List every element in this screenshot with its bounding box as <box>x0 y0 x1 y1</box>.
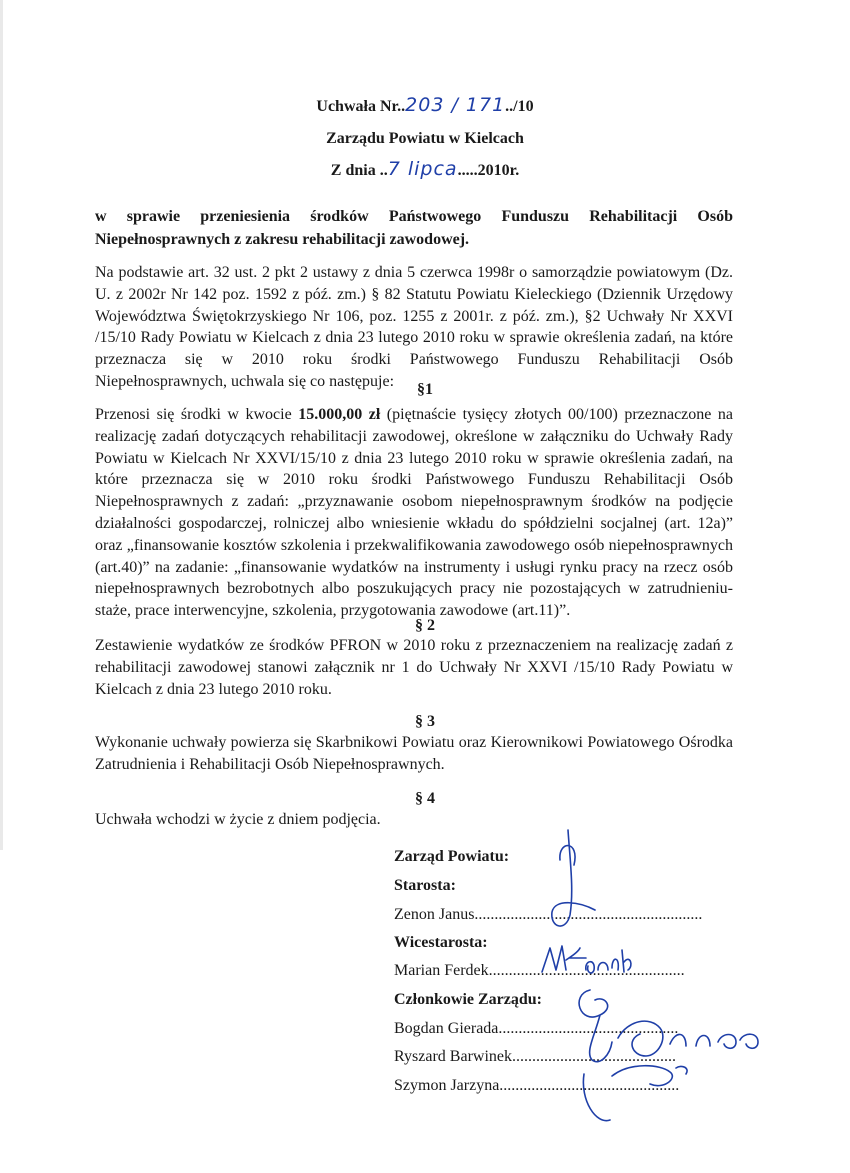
resolution-date-handwritten: 7 lipca <box>387 158 458 180</box>
resolution-number-prefix: Uchwała Nr <box>316 98 398 115</box>
section-3-heading: § 3 <box>415 713 435 730</box>
section-2-heading: § 2 <box>415 617 435 634</box>
issuing-body: Zarządu Powiatu w Kielcach <box>326 130 524 147</box>
resolution-number-suffix: /10 <box>513 98 534 115</box>
section-4-text: Uchwała wchodzi w życie z dniem podjęcia. <box>95 811 381 828</box>
section-3-text: Wykonanie uchwały powierza się Skarbnikowi Powiatu oraz Kierownikowi Powiatowego Ośrodka Zatrudnienia i Rehabilitacji Osób Niepełnosprawnych. <box>95 734 733 773</box>
wicestarosta-signature-line: Marian Ferdek................................................. <box>394 962 685 979</box>
member-signature-line-3: Szymon Jarzyna............................................. <box>394 1077 680 1094</box>
signature-member-3 <box>583 1066 687 1121</box>
handwritten-signatures <box>500 820 800 1140</box>
section-2-text: Zestawienie wydatków ze środków PFRON w 2010 roku z przeznaczeniem na realizację zadań z rehabilitacji zawodowej stanowi załącznik nr 1 do Uchwały Nr XXVI /15/10 Rady Powiatu w Kielcach z dnia 23 lutego 2010 roku. <box>95 637 733 698</box>
preamble-paragraph: Na podstawie art. 32 ust. 2 pkt 2 ustawy z dnia 5 czerwca 1998r o samorządzie powiatowym (Dz. U. z 2002r Nr 142 poz. 1592 z póź. zm.) § 82 Statutu Powiatu Kieleckiego (Dziennik Urzędowy Województwa Świętokrzyskiego Nr 106, poz. 1255 z 2001r. z póź. zm.), §2 Uchwały Nr XXVI /15/10 Rady Powiatu w Kielcach z dnia 23 lutego 2010 roku w sprawie określenia zadań, na które przeznacza się w 2010 roku środki Państwowego Funduszu Rehabilitacji Osób Niepełnosprawnych, uchwala się co następuje: <box>95 264 733 390</box>
signature-member-2 <box>618 1021 758 1056</box>
section-1-heading: §1 <box>417 381 433 398</box>
section-1-text-rest: (piętnaście tysięcy złotych 00/100) przeznaczone na realizację zadań dotyczących rehabilitacji zawodowej, określone w załączniku do Uchwały Rady Powiatu w Kielcach Nr XXVI/15/10 z dnia 23 lutego 2010 roku w sprawie określenia zadań, na które przeznacza się w 2010 roku środki Państwowego Funduszu Rehabilitacji Osób Niepełnosprawnych z zadań: „przyznawanie osobom niepełnosprawnym środków na podjęcie działalności gospodarczej, rolniczej albo wniesienie wkładu do spółdzielni socjalnej (art. 12a)” oraz „finansowanie kosztów szkolenia i przekwalifikowania zawodowego osób niepełnosprawnych (art.40)” na zadanie: „finansowanie wydatków na instrumenty i usługi rynku pracy na rzecz osób niepełnosprawnych bezrobotnych albo poszukujących pracy nie pozostających w zatrudnieniu-staże, prace interwencyjne, szkolenia, przygotowania zawodowe (art.11)”. <box>95 406 733 620</box>
member-signature-line-2: Ryszard Barwinek......................................... <box>394 1048 676 1065</box>
resolution-date-suffix: .....2010r. <box>457 162 520 179</box>
resolution-number: Uchwała Nr..203 / 171../10 <box>316 94 534 116</box>
member-signature-line-1: Bogdan Gierada............................................. <box>394 1020 679 1037</box>
wicestarosta-heading: Wicestarosta: <box>394 934 488 951</box>
section-1-text <box>95 404 733 622</box>
members-heading: Członkowie Zarządu: <box>394 991 542 1008</box>
board-heading: Zarząd Powiatu: <box>394 848 510 865</box>
signature-wicestarosta <box>542 946 631 973</box>
resolution-subject: w sprawie przeniesienia środków Państwowego Funduszu Rehabilitacji Osób Niepełnosprawnych z zakresu rehabilitacji zawodowej. <box>95 208 733 248</box>
resolution-date-prefix: Z dnia .. <box>330 162 388 179</box>
resolution-date <box>0 158 850 180</box>
signature-starosta <box>552 830 595 926</box>
resolution-number-handwritten: 203 / 171 <box>405 94 506 116</box>
signature-member-1 <box>579 990 612 1062</box>
starosta-heading: Starosta: <box>394 877 456 894</box>
section-4-heading: § 4 <box>415 790 435 807</box>
starosta-signature-line: Zenon Janus......................................................... <box>394 906 703 923</box>
section-1-text-start: Przenosi się środki w kwocie <box>95 406 299 423</box>
section-1-amount: 15.000,00 zł <box>298 406 381 423</box>
